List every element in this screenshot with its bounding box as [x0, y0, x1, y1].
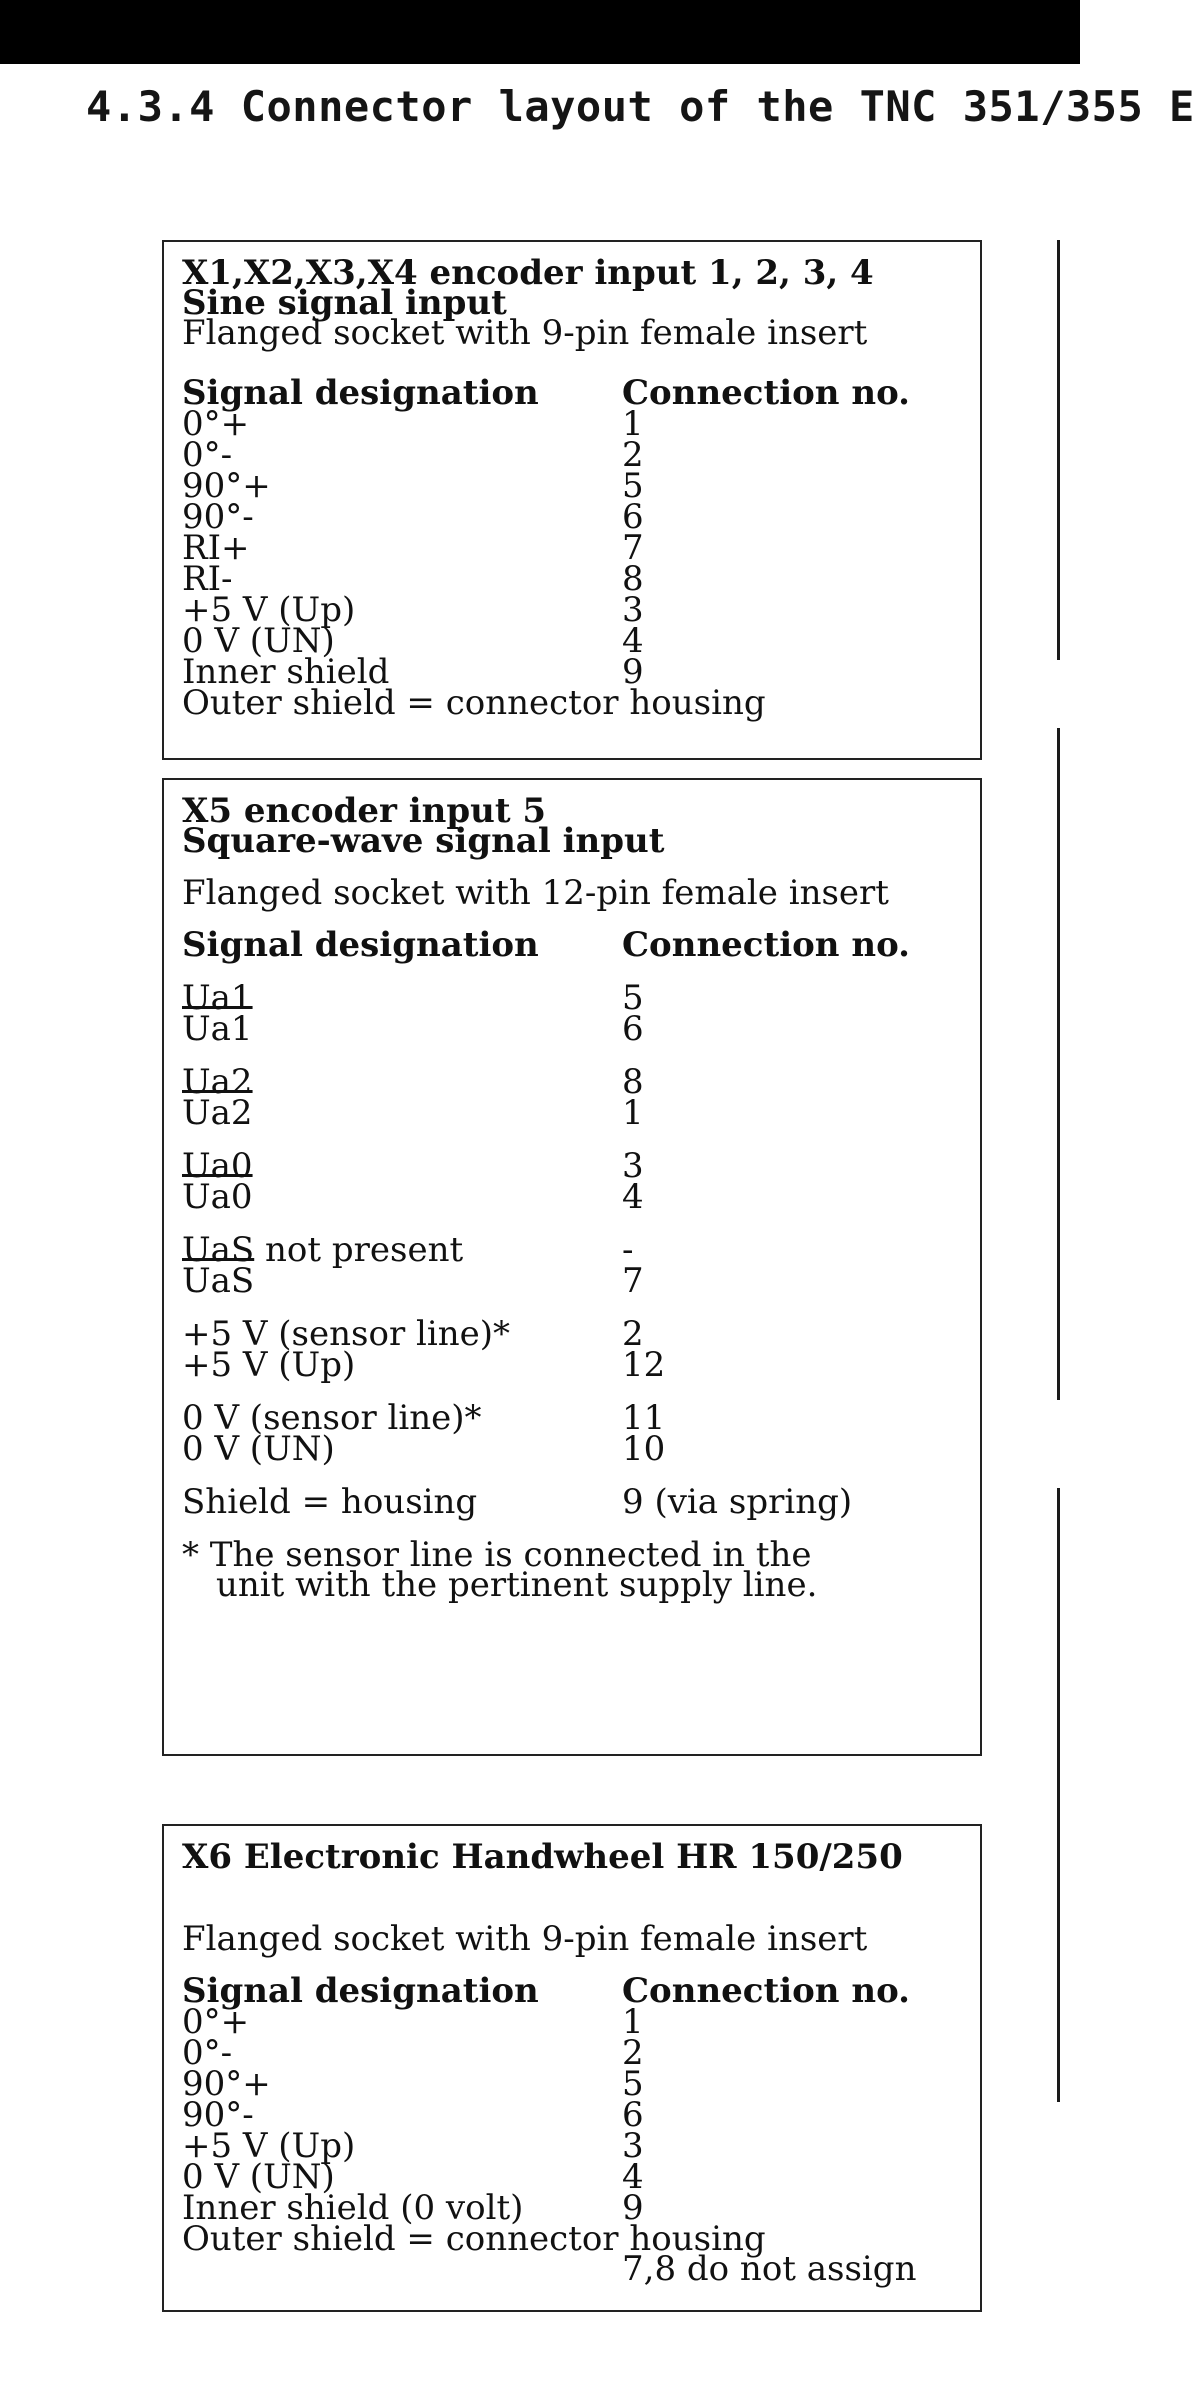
signal-designation: 90°-: [182, 497, 254, 537]
box3-socket: Flanged socket with 9-pin female insert: [182, 1919, 868, 1959]
connection-number: 6: [622, 1009, 644, 1049]
signal-designation: +5 V (Up): [182, 590, 356, 630]
signal-designation: 90°+: [182, 466, 271, 506]
connection-number: 4: [622, 621, 644, 661]
connection-number: 12: [622, 1345, 666, 1385]
box3-footer2-row: [182, 2249, 962, 2289]
box1-socket: Flanged socket with 9-pin female insert: [182, 313, 868, 353]
signal-designation: 0 V (UN): [182, 621, 335, 661]
connection-number: 8: [622, 559, 644, 599]
connection-number: 3: [622, 590, 644, 630]
connection-number: 1: [622, 404, 644, 444]
connection-number: 8: [622, 1062, 644, 1102]
box3-footer: Outer shield = connector housing: [182, 2219, 766, 2259]
box2-socket: Flanged socket with 12-pin female insert: [182, 873, 889, 913]
page-heading: 4.3.4 Connector layout of the TNC 351/355 E: [86, 82, 1195, 131]
signal-row: [182, 1062, 962, 1102]
connection-number: -: [622, 1230, 634, 1270]
signal-row: [182, 1345, 962, 1385]
col-signal-header: Signal designation: [182, 1971, 539, 2011]
signal-row: [182, 1093, 962, 1133]
signal-row: [182, 404, 962, 444]
connector-box-x1-x4: [162, 240, 982, 760]
connection-number: 3: [622, 1146, 644, 1186]
signal-row: [182, 978, 962, 1018]
connection-number: 6: [622, 2095, 644, 2135]
signal-designation: 0°+: [182, 404, 250, 444]
box3-footer2: 7,8 do not assign: [622, 2249, 917, 2289]
signal-designation: UaS not present: [182, 1230, 464, 1270]
signal-designation: 90°-: [182, 2095, 254, 2135]
signal-row: [182, 528, 962, 568]
connection-number: 2: [622, 435, 644, 475]
connection-number: 4: [622, 2157, 644, 2197]
box3-header-row: [182, 1971, 962, 2011]
box2-note-line1: * The sensor line is connected in the: [182, 1535, 812, 1575]
col-connection-header: Connection no.: [622, 373, 911, 413]
connection-number: 1: [622, 1093, 644, 1133]
connection-number: 10: [622, 1429, 666, 1469]
connection-number: 2: [622, 2033, 644, 2073]
signal-row: [182, 2033, 962, 2073]
signal-designation: 0°-: [182, 435, 233, 475]
box2-note-line2: unit with the pertinent supply line.: [216, 1565, 818, 1605]
signal-row: [182, 1146, 962, 1186]
signal-designation: Ua1: [182, 978, 253, 1018]
signal-designation: 0 V (sensor line)*: [182, 1398, 482, 1438]
shield-connection: 9 (via spring): [622, 1482, 853, 1522]
signal-row: [182, 1261, 962, 1301]
connection-number: 5: [622, 2064, 644, 2104]
signal-designation: RI+: [182, 528, 250, 568]
right-edge-line: [1057, 728, 1060, 1400]
col-signal-header: Signal designation: [182, 373, 539, 413]
signal-row: [182, 1230, 962, 1270]
box2-header-row: [182, 925, 962, 965]
signal-row: [182, 1009, 962, 1049]
connection-number: 7: [622, 1261, 644, 1301]
right-edge-line: [1057, 1488, 1060, 2102]
signal-designation: $\overline{UaS}$: [182, 1261, 255, 1301]
signal-designation: 0°-: [182, 2033, 233, 2073]
connection-number: 9: [622, 652, 644, 692]
box2-title: X5 encoder input 5: [182, 791, 547, 831]
connection-number: 4: [622, 1177, 644, 1217]
connection-number: 9: [622, 2188, 644, 2228]
signal-designation: 90°+: [182, 2064, 271, 2104]
connection-number: 1: [622, 2002, 644, 2042]
signal-row: [182, 497, 962, 537]
connection-number: 3: [622, 2126, 644, 2166]
box1-title: X1,X2,X3,X4 encoder input 1, 2, 3, 4: [182, 253, 874, 293]
signal-designation: RI-: [182, 559, 233, 599]
box2-groups: [182, 961, 962, 1469]
col-connection-header: Connection no.: [622, 925, 911, 965]
signal-designation: 0 V (UN): [182, 2157, 335, 2197]
box3-title: X6 Electronic Handwheel HR 150/250: [182, 1837, 903, 1877]
connection-number: 2: [622, 1314, 644, 1354]
signal-row: [182, 2064, 962, 2104]
signal-row: [182, 2002, 962, 2042]
box1-header-row: [182, 373, 962, 413]
col-connection-header: Connection no.: [622, 1971, 911, 2011]
signal-designation: 0°+: [182, 2002, 250, 2042]
signal-designation: Inner shield: [182, 652, 390, 692]
signal-designation: Inner shield (0 volt): [182, 2188, 524, 2228]
box1-subtitle: Sine signal input: [182, 283, 507, 323]
shield-signal: Shield = housing: [182, 1482, 478, 1522]
signal-designation: +5 V (sensor line)*: [182, 1314, 511, 1354]
signal-row: [182, 466, 962, 506]
connection-number: 5: [622, 978, 644, 1018]
signal-designation: Ua0: [182, 1146, 253, 1186]
connection-number: 7: [622, 528, 644, 568]
signal-row: [182, 1177, 962, 1217]
signal-designation: +5 V (Up): [182, 2126, 356, 2166]
box1-rows: [182, 404, 962, 692]
box2-shield-row: [182, 1482, 962, 1522]
connection-number: 6: [622, 497, 644, 537]
signal-designation: Ua2: [182, 1093, 253, 1133]
right-edge-line: [1057, 240, 1060, 660]
box1-footer: Outer shield = connector housing: [182, 683, 766, 723]
connector-box-x6: [162, 1824, 982, 2312]
box2-subtitle: Square-wave signal input: [182, 821, 665, 861]
signal-designation: Ua0: [182, 1177, 253, 1217]
signal-designation: +5 V (Up): [182, 1345, 356, 1385]
signal-designation: Ua2: [182, 1062, 253, 1102]
signal-row: [182, 1429, 962, 1469]
top-black-bar: [0, 0, 1080, 64]
signal-designation: Ua1: [182, 1009, 253, 1049]
box3-rows: [182, 2002, 962, 2228]
signal-row: [182, 435, 962, 475]
connection-number: 11: [622, 1398, 666, 1438]
signal-designation: 0 V (UN): [182, 1429, 335, 1469]
col-signal-header: Signal designation: [182, 925, 539, 965]
connector-box-x5: [162, 778, 982, 1756]
connection-number: 5: [622, 466, 644, 506]
